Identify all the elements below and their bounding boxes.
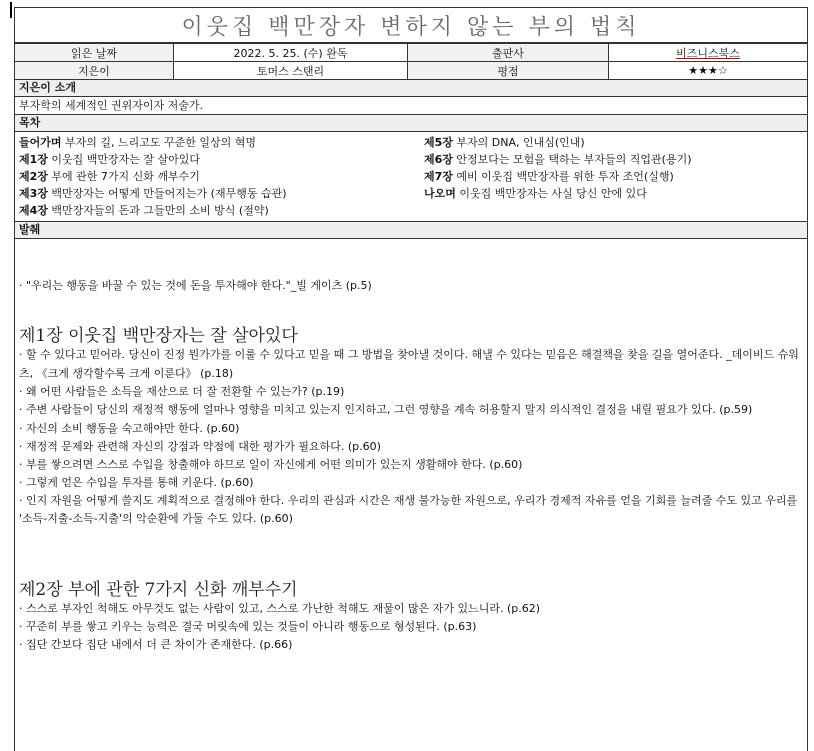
info-row [15,44,807,62]
chapter1-item: · 그렇게 얻은 수입을 투자를 통해 키운다. (p.60) [19,475,254,489]
chapter1-item: · 부를 쌓으려면 스스로 수입을 창출해야 하므로 일이 자신에게 어떤 의미가 있는지 생활해야 한다. (p.60) [19,457,523,471]
rating-label: 평점 [408,62,609,80]
toc-right-column [424,134,804,219]
text-cursor [10,2,12,18]
toc-item: 제3장 백만장자는 어떻게 만들어지는가 (재무행동 습관) [19,187,287,200]
document-title: 이웃집 백만장자 변하지 않는 부의 법칙 [15,8,807,43]
chapter2-item: · 꾸준히 부를 쌓고 키우는 능력은 결국 머릿속에 있는 것들이 아니라 행동으로 형성된다. (p.63) [19,619,477,633]
toc-item: 제6장 안정보다는 모험을 택하는 부자들의 직업관(용기) [424,153,692,166]
publisher-value [609,44,808,62]
read-date-value: 2022. 5. 25. (수) 완독 [174,44,408,62]
toc-left-column [19,134,424,219]
chapter2-title: 제2장 부에 관한 7가지 신화 깨부수기 [19,579,298,600]
chapter2-item: · 집단 간보다 집단 내에서 더 큰 차이가 존재한다. (p.66) [19,637,293,651]
chapter1-item: · 인지 자원을 어떻게 쓸지도 계획적으로 결정해야 한다. 우리의 관심과 시간은 재생 불가능한 자원으로, 우리가 경제적 자유를 얻을 기회를 늘려줄 수도 있고 우리를 '소득-지출-소득-지출'의 악순환에 가둘 수도 있다. (p.60) [19,493,798,525]
chapter1-item: · 할 수 있다고 믿어라. 당신이 진정 뭔가가를 이룰 수 있다고 믿을 때 그 방법을 찾아낼 것이다. 해낼 수 있다는 믿음은 해결책을 찾을 길을 열어준다. _데이비드 슈워츠, 《크게 생각할수록 크게 이룬다》 (p.18) [19,348,799,380]
book-info-table [15,43,807,80]
info-row [15,62,807,80]
toc-item: 제4장 백만장자들의 돈과 그들만의 소비 방식 (절약) [19,204,269,217]
document-page [14,7,808,751]
excerpt-body [15,239,807,654]
rating-stars: ★★★☆ [609,62,808,80]
toc-item: 들어가며 부자의 길, 느리고도 꾸준한 일상의 혁명 [19,136,257,149]
chapter1-item: · 왜 어떤 사람들은 소득을 재산으로 더 잘 전환할 수 있는가? (p.19) [19,385,345,398]
toc-body [15,132,807,222]
toc-item: 제2장 부에 관한 7가지 신화 깨부수기 [19,170,200,183]
chapter1-title: 제1장 이웃집 백만장자는 잘 살아있다 [19,326,298,346]
chapter2-item: · 스스로 부자인 척해도 아무것도 없는 사람이 있고, 스스로 가난한 척해도 재물이 많은 자가 있느니라. (p.62) [19,601,541,615]
chapter1-item: · 주변 사람들이 당신의 재정적 행동에 얼마나 영향을 미치고 있는지 인지하고, 그런 영향을 계속 허용할지 말지 의식적인 결정을 내릴 필요가 있다. (p.59) [19,403,753,416]
author-intro-header: 지은이 소개 [15,80,807,97]
read-date-label: 읽은 날짜 [15,44,174,62]
toc-item: 제1장 이웃집 백만장자는 잘 살아있다 [19,153,201,166]
chapter1-item: · 재정적 문제와 관련해 자신의 강점과 약점에 대한 평가가 필요하다. (p.60) [19,439,381,453]
author-intro-text: 부자학의 세계적인 권위자이자 저술가. [15,97,807,115]
quote-line: · "우리는 행동을 바꿀 수 있는 것에 돈을 투자해야 한다."_빌 게이츠 (p.5) [19,279,372,292]
publisher-label: 출판사 [408,44,609,62]
toc-item: 제7장 예비 이웃집 백만장자를 위한 투자 조언(실행) [424,170,674,183]
publisher-link[interactable]: 비즈니스북스 [676,46,740,60]
toc-header: 목차 [15,115,807,132]
author-value: 토머스 스탠리 [174,62,408,80]
author-label: 지은이 [15,62,174,80]
chapter1-item: · 자신의 소비 행동을 숙고해야만 한다. (p.60) [19,421,240,435]
excerpt-header: 발췌 [15,222,807,239]
toc-item: 나오며 이웃집 백만장자는 사실 당신 안에 있다 [424,187,647,200]
toc-item: 제5장 부자의 DNA, 인내심(인내) [424,136,585,149]
